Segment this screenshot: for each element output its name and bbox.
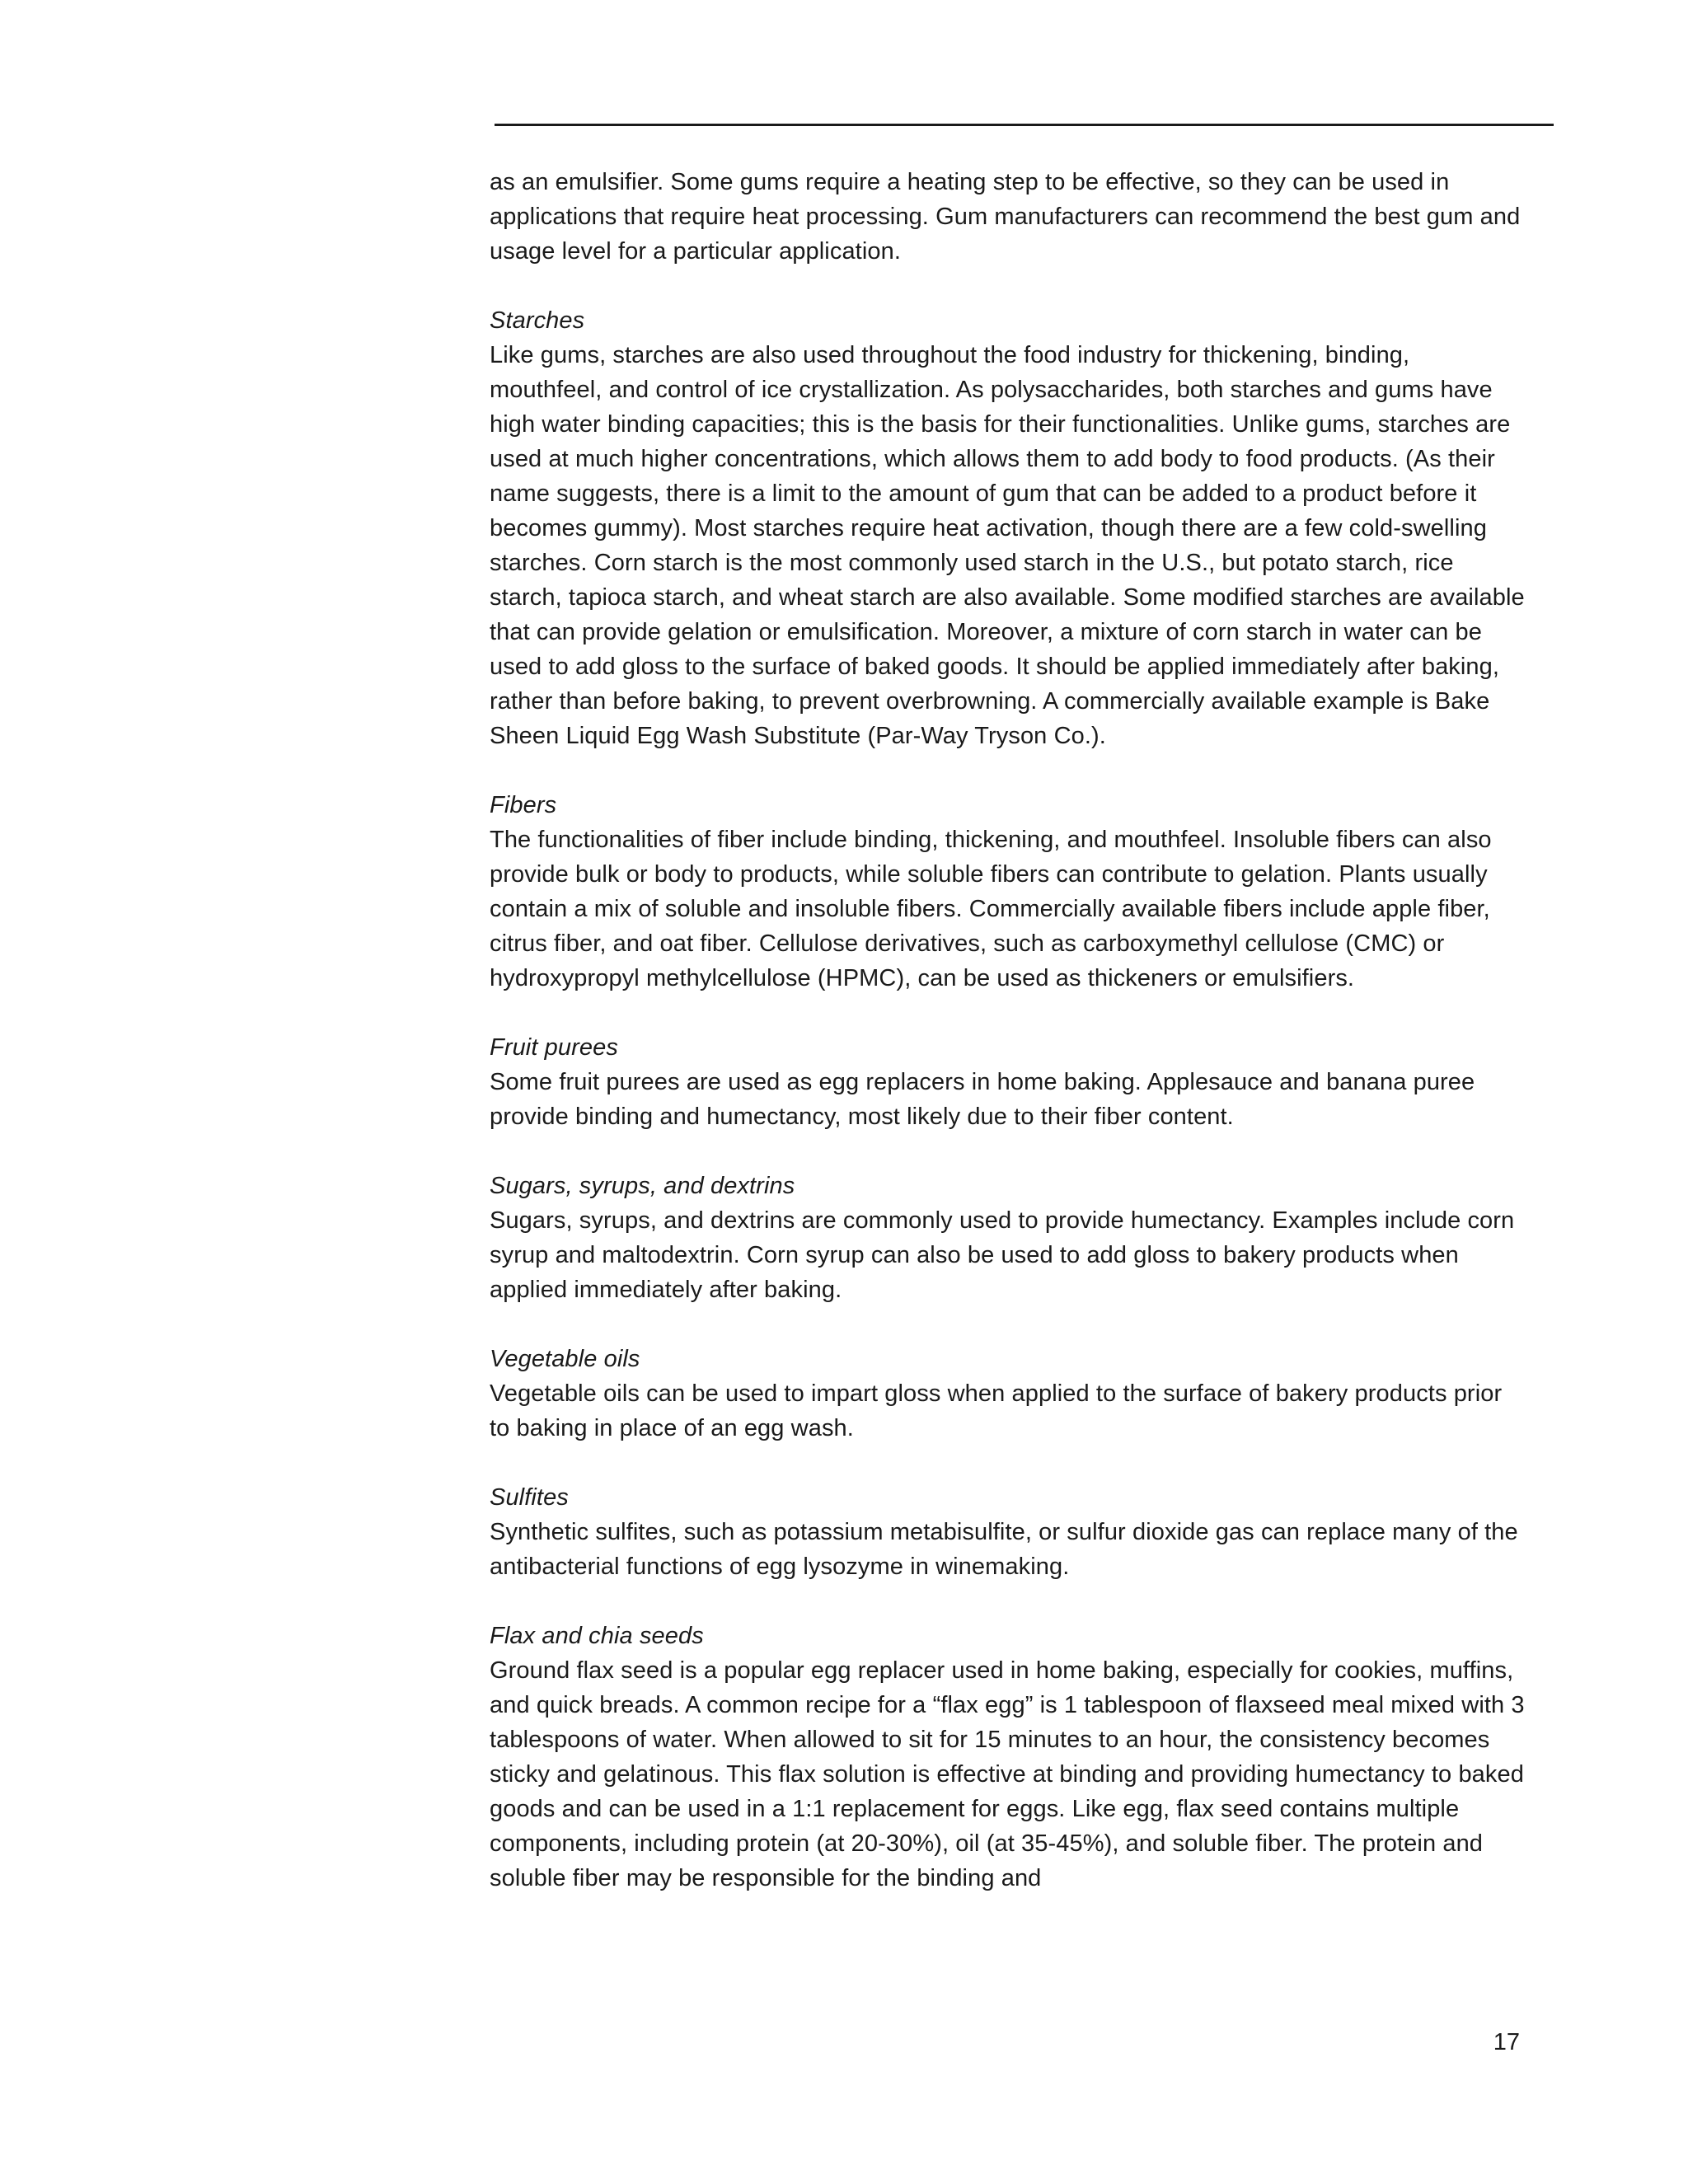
- section-heading: Fibers: [490, 792, 557, 818]
- page-number: 17: [1493, 2029, 1520, 2055]
- section-body: Like gums, starches are also used throughout the food industry for thickening, binding, mouthfeel, and control of ice crystallization. As polysaccharides, both starches and gums have high water binding capacities; this is the basis for their functionalities. Unlike gums, starches are used at much higher concentrations, which allows them to add body to food products. (As their name suggests, there is a limit to the amount of gum that can be added to a product before it becomes gummy). Most starches require heat activation, though there are a few cold-swelling starches. Corn starch is the most commonly used starch in the U.S., but potato starch, rice starch, tapioca starch, and wheat starch are also available. Some modified starches are available that can provide gelation or emulsification. Moreover, a mixture of corn starch in water can be used to add gloss to the surface of baked goods. It should be applied immediately after baking, rather than before baking, to prevent overbrowning. A commercially available example is Bake Sheen Liquid Egg Wash Substitute (Par-Way Tryson Co.).: [490, 342, 1525, 749]
- section-flax-chia-seeds: [490, 1619, 1528, 1896]
- section-body: Sugars, syrups, and dextrins are commonly used to provide humectancy. Examples include corn syrup and maltodextrin. Corn syrup can also be used to add gloss to bakery products when applied immediately after baking.: [490, 1207, 1515, 1303]
- section-body: Ground flax seed is a popular egg replacer used in home baking, especially for cookies, muffins, and quick breads. A common recipe for a “flax egg” is 1 tablespoon of flaxseed meal mixed with 3 tablespoons of water. When allowed to sit for 15 minutes to an hour, the consistency becomes sticky and gelatinous. This flax solution is effective at binding and providing humectancy to baked goods and can be used in a 1:1 replacement for eggs. Like egg, flax seed contains multiple components, including protein (at 20-30%), oil (at 35-45%), and soluble fiber. The protein and soluble fiber may be responsible for the binding and: [490, 1657, 1525, 1891]
- section-heading: Sulfites: [490, 1484, 569, 1511]
- section-heading: Vegetable oils: [490, 1346, 640, 1372]
- section-heading: Sugars, syrups, and dextrins: [490, 1173, 795, 1199]
- section-heading: Flax and chia seeds: [490, 1623, 704, 1649]
- section-sugars-syrups-dextrins: [490, 1169, 1528, 1307]
- section-fibers: [490, 788, 1528, 996]
- section-sulfites: [490, 1480, 1528, 1584]
- section-starches: [490, 303, 1528, 753]
- section-body: Some fruit purees are used as egg replacers in home baking. Applesauce and banana puree provide binding and humectancy, most likely due to their fiber content.: [490, 1069, 1475, 1130]
- section-body: Vegetable oils can be used to impart gloss when applied to the surface of bakery products prior to baking in place of an egg wash.: [490, 1380, 1503, 1441]
- intro-paragraph: as an emulsifier. Some gums require a heating step to be effective, so they can be used in applications that require heat processing. Gum manufacturers can recommend the best gum and usage level for a particular application.: [490, 169, 1521, 265]
- section-body: The functionalities of fiber include binding, thickening, and mouthfeel. Insoluble fibers can also provide bulk or body to products, while soluble fibers can contribute to gelation. Plants usually contain a mix of soluble and insoluble fibers. Commercially available fibers include apple fiber, citrus fiber, and oat fiber. Cellulose derivatives, such as carboxymethyl cellulose (CMC) or hydroxypropyl methylcellulose (HPMC), can be used as thickeners or emulsifiers.: [490, 827, 1492, 991]
- section-vegetable-oils: [490, 1342, 1528, 1446]
- section-body: Synthetic sulfites, such as potassium metabisulfite, or sulfur dioxide gas can replace many of the antibacterial functions of egg lysozyme in winemaking.: [490, 1519, 1518, 1580]
- section-fruit-purees: [490, 1030, 1528, 1134]
- section-heading: Starches: [490, 307, 585, 334]
- header-rule: [495, 124, 1554, 126]
- document-body: [490, 165, 1528, 1930]
- section-heading: Fruit purees: [490, 1034, 618, 1061]
